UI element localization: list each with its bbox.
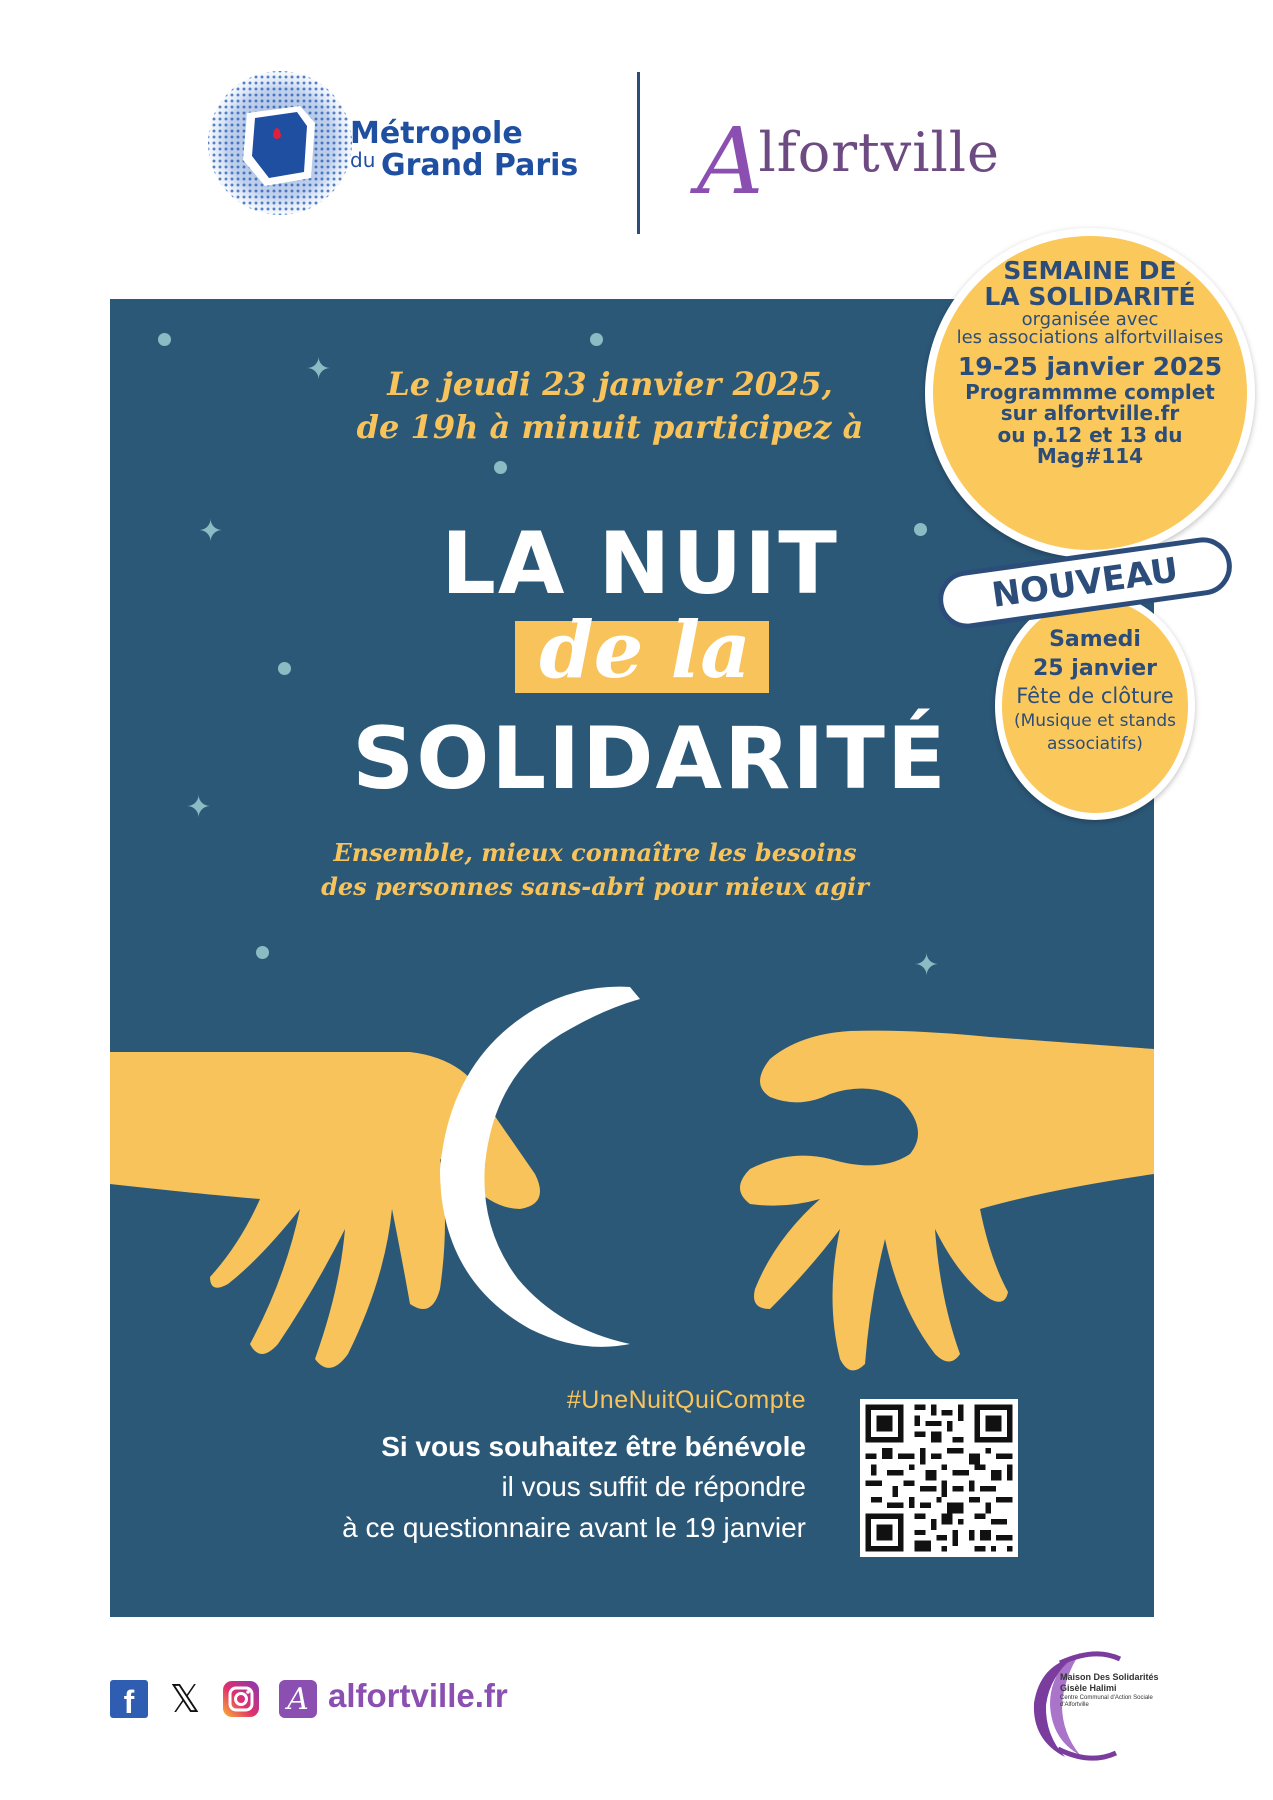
hashtag: #UneNuitQuiCompte [566, 1386, 806, 1414]
closing-date: 25 janvier [1033, 655, 1157, 681]
closing-event: Fête de clôture [1016, 684, 1174, 709]
volunteer-line-3: à ce questionnaire avant le 19 janvier [342, 1511, 806, 1543]
mds-subline: Centre Communal d'Action Sociale d'Alfortville [1060, 1694, 1153, 1708]
subtitle-line-1: Ensemble, mieux connaître les besoins [333, 838, 857, 867]
volunteer-heading: Si vous souhaitez être bénévole [381, 1431, 806, 1462]
semaine-prog-3: ou p.12 et 13 du [997, 422, 1183, 447]
event-intro [340, 363, 880, 449]
star-dot [278, 662, 291, 675]
semaine-prog-4: Mag#114 [1036, 443, 1144, 468]
volunteer-qr-code[interactable] [860, 1399, 1018, 1557]
metropole-grand-paris-wordmark [350, 118, 578, 181]
header-divider [637, 72, 640, 234]
partner-name-du: du [350, 147, 376, 172]
closing-details-2: associatifs) [1047, 733, 1143, 754]
subtitle-line-2: des personnes sans-abri pour mieux agir [321, 871, 869, 901]
title-line-3: SOLIDARITÉ [352, 709, 948, 809]
semaine-prog-2: sur alfortville.fr [1000, 401, 1180, 426]
sparkle-icon: ✦ [186, 791, 212, 824]
poster-subtitle [310, 836, 880, 903]
crescent-moon [440, 987, 640, 1347]
star-dot [590, 333, 603, 346]
star-dot [256, 946, 269, 959]
right-hand [740, 1031, 1154, 1371]
instagram-icon[interactable] [222, 1680, 260, 1718]
star-dot [158, 333, 171, 346]
footer-website-link[interactable]: alfortville.fr [328, 1677, 508, 1714]
intro-line-1: Le jeudi 23 janvier 2025, [387, 365, 833, 403]
mds-name-2: Gisèle Halimi [1060, 1683, 1117, 1694]
star-dot [494, 461, 507, 474]
title-line-1: LA NUIT [441, 514, 839, 614]
sparkle-icon: ✦ [198, 515, 224, 548]
closing-day: Samedi [1049, 627, 1141, 652]
semaine-org-2: les associations alfortvillaises [956, 327, 1224, 349]
semaine-prog-1: Programmme complet [965, 380, 1215, 405]
sparkle-icon: ✦ [914, 949, 940, 982]
closing-party-text [1000, 626, 1190, 755]
nouveau-tag: NOUVEAU [934, 534, 1235, 633]
semaine-dates: 19-25 janvier 2025 [957, 352, 1223, 382]
semaine-title-2: LA SOLIDARITÉ [984, 282, 1196, 312]
closing-details-1: (Musique et stands [1014, 711, 1176, 732]
alfortville-logo [697, 108, 1000, 215]
volunteer-callout [210, 1427, 806, 1548]
alfortville-logo-initial: A [697, 108, 765, 215]
partner-name-line1: Métropole [350, 116, 523, 151]
title-line-2: de la [539, 605, 751, 696]
star-dot [914, 523, 927, 536]
alfortville-icon[interactable]: A [279, 1680, 317, 1718]
mds-name-1: Maison Des Solidarités [1060, 1672, 1159, 1682]
maison-des-solidarites-text [1060, 1672, 1180, 1710]
alfortville-logo-text: lfortville [758, 121, 1001, 184]
metropole-grand-paris-emblem [205, 68, 355, 218]
semaine-title-1: SEMAINE DE [1003, 256, 1177, 285]
sparkle-icon: ✦ [306, 353, 332, 386]
facebook-icon[interactable]: f [110, 1680, 148, 1718]
volunteer-line-2: il vous suffit de répondre [501, 1471, 806, 1503]
semaine-org-1: organisée avec [1021, 308, 1159, 330]
semaine-solidarite-text [925, 258, 1255, 467]
x-icon[interactable]: 𝕏 [169, 1677, 201, 1721]
partner-name-line2: Grand Paris [380, 147, 579, 183]
intro-line-2: de 19h à minuit participez à [356, 408, 864, 447]
